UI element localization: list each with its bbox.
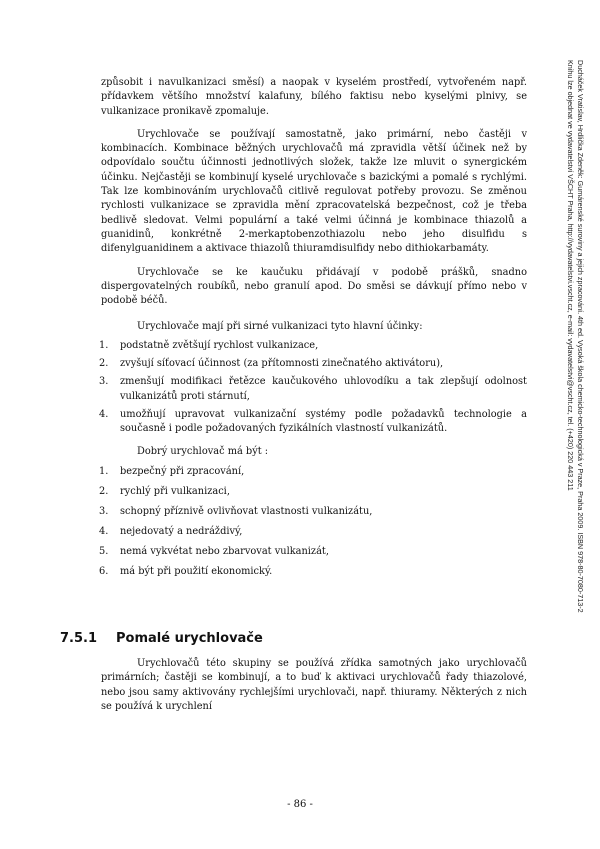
- list-item: 1. bezpečný při zpracování,: [99, 465, 245, 477]
- section-paragraph: Urychlovačů této skupiny se používá zřídka samotných jako urychlovačů primárních; častěji se kombinují, a to buď k aktivaci urychlovačů řady thiazolové, nebo jsou samy aktivovány rychlejšími urychlovači, např. thiuramy. Některých z nich se používá k urychlení: [101, 658, 527, 712]
- intro-paragraph: způsobit i navulkanizaci směsí) a naopak v kyselém prostředí, vytvořeném např. přídavkem většího množství kalafuny, bílého faktisu nebo kyselými plnivy, se vulkanizace pronikavě zpomaluje.: [101, 77, 527, 117]
- effects-list: [101, 339, 527, 437]
- page-number: - 86 -: [287, 799, 313, 810]
- section-number: 7.5.1: [60, 631, 98, 646]
- citation-sidebar: [557, 60, 585, 830]
- section-title: Pomalé urychlovače: [116, 631, 263, 646]
- order-info-line: Knihu lze objednat ve vydavatelství VŠCHT Praha, http://vydavatelstvi.vscht.cz, e-mail: vydavatelstvi@vscht.cz, tel. (+420) 220 443 211: [566, 60, 576, 491]
- paragraph-combinations: Urychlovače se používají samostatně, jako primární, nebo častěji v kombinacích. Kombinace běžných urychlovačů má zpravidla větší účinek než by odpovídalo součtu účinnosti jednotlivých složek, takže lze mluvit o synergickém účinku. Nejčastěji se kombinují kyselé urychlovače s bazickými a pomalé s rychlými. Tak lze kombinováním urychlovačů citlivě regulovat potřeby provozu. Se změnou rychlosti vulkanizace se zpravidla mění zpracovatelská bezpečnost, což je třeba bedlivě sledovat. Velmi populární a také velmi účinná je kombinace thiazolů a guanidinů, konkrétně 2-merkaptobenzothiazolu nebo jeho disulfidu s difenylguanidinem a aktivace thiazolů thiuramdisulfidy nebo dithiokarbamáty.: [101, 128, 527, 255]
- list-item: 5. nemá vykvétat nebo zbarvovat vulkanizát,: [99, 546, 329, 558]
- list-item: 6. má být při použití ekonomický.: [99, 566, 273, 578]
- list-item: 3. schopný příznivě ovlivňovat vlastnosti vulkanizátu,: [99, 506, 373, 518]
- section-heading: [60, 631, 263, 646]
- citation-line: Ducháček Vratislav, Hrdlička Zdeněk: Gumárenské suroviny a jejich zpracování. 4th ed. Vysoká škola chemicko-technologická v Praze, Praha 2009. ISBN 978-80-7080-713-2: [576, 60, 585, 613]
- good-accelerator-list: [101, 465, 527, 580]
- section-text: [101, 657, 527, 714]
- list-item: 2. zvyšují síťovací účinnost (za přítomnosti zinečnatého aktivátoru),: [99, 358, 444, 370]
- good-accelerator-intro: Dobrý urychlovač má být :: [137, 445, 269, 457]
- main-text: [101, 76, 527, 585]
- list-item: 4. nejedovatý a nedráždivý,: [99, 526, 243, 538]
- paragraph-dosing: Urychlovače se ke kaučuku přidávají v podobě prášků, snadno dispergovatelných roubíků, nebo granulí apod. Do směsi se dávkují přímo nebo v podobě béčů.: [101, 266, 527, 307]
- list-item: 4. umožňují upravovat vulkanizační systémy podle požadavků technologie a současně i podle požadovaných fyzikálních vlastností vulkanizátů.: [99, 408, 527, 435]
- list-item: 3. zmenšují modifikaci řetězce kaučukového uhlovodíku a tak zlepšují odolnost vulkanizátů proti stárnutí,: [99, 376, 527, 402]
- effects-intro: Urychlovače mají při sirné vulkanizaci tyto hlavní účinky:: [137, 321, 423, 333]
- list-item: 1. podstatně zvětšují rychlost vulkanizace,: [99, 339, 319, 351]
- list-item: 2. rychlý při vulkanizaci,: [99, 485, 230, 497]
